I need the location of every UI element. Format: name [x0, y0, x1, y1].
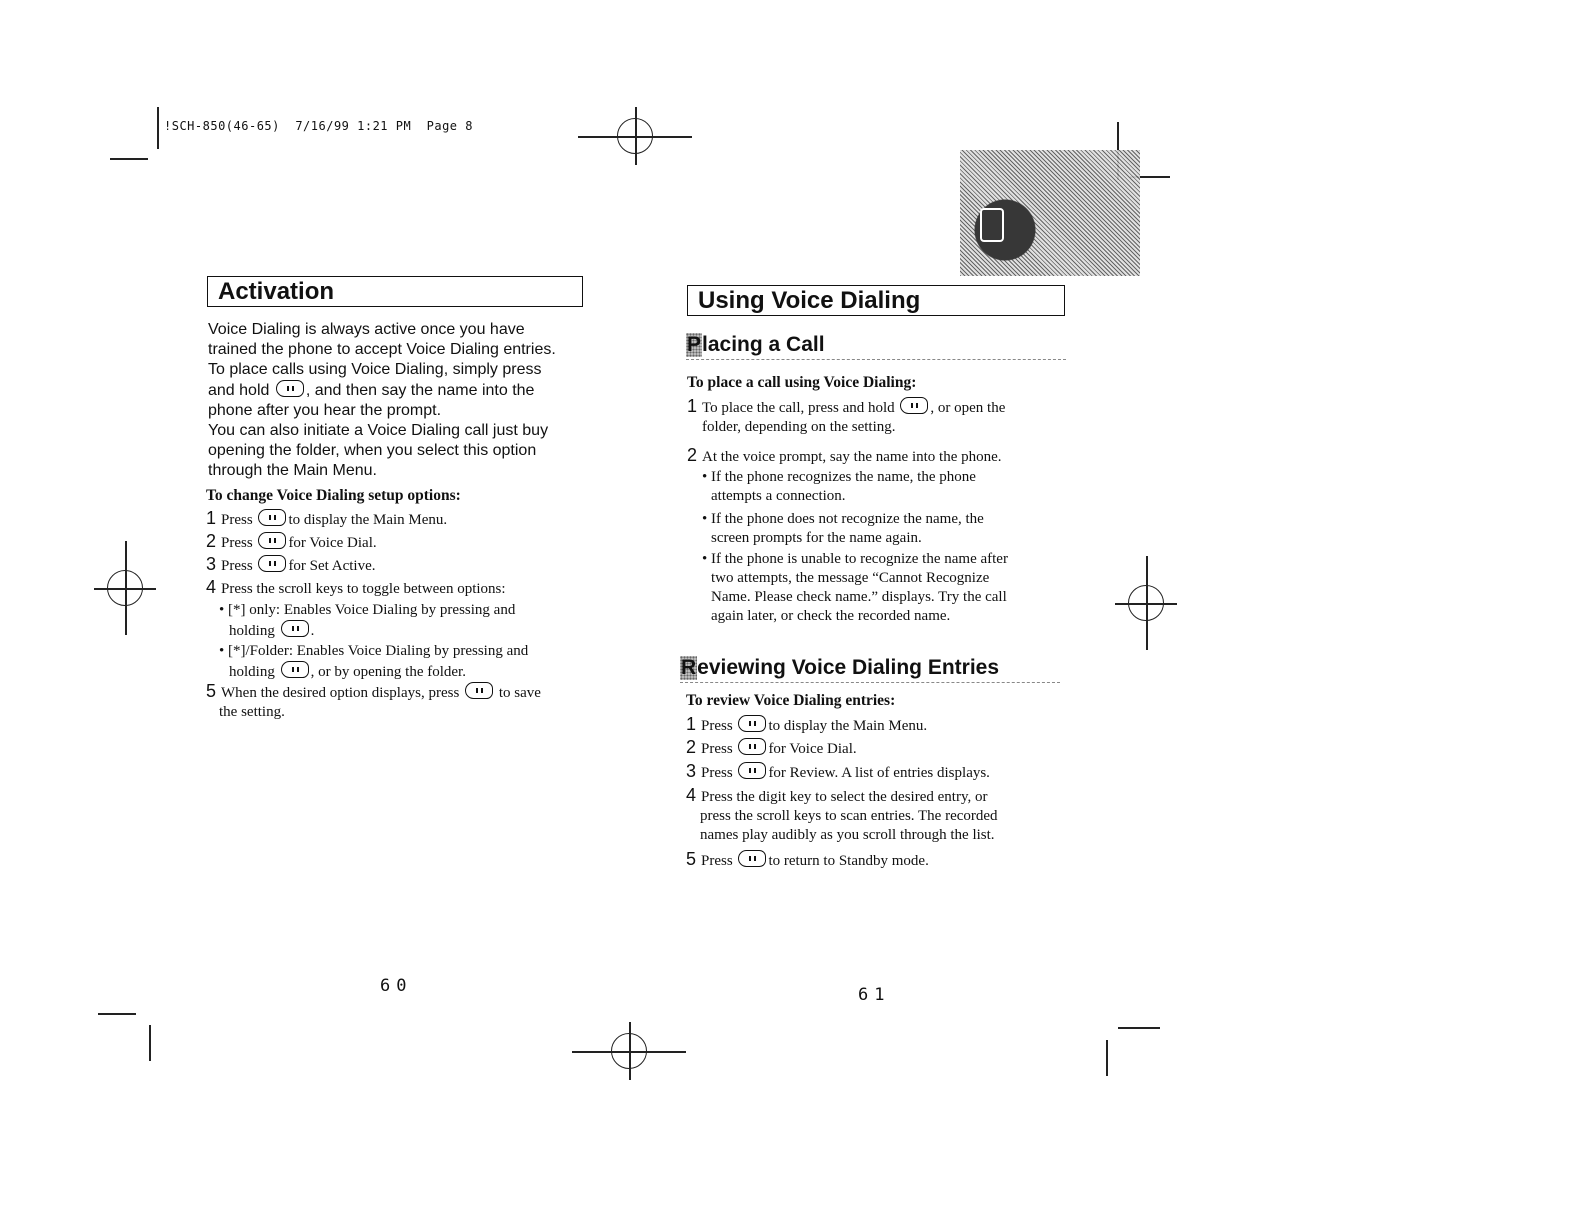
crop-mark	[149, 1025, 151, 1061]
four-key-icon	[258, 555, 286, 572]
placing-bullet: • If the phone does not recognize the name, the screen prompts for the name again.	[702, 511, 984, 546]
registration-mark-icon	[617, 118, 653, 154]
option-bullet: • [*]/Folder: Enables Voice Dialing by pressing and holding , or by opening the folder.	[219, 643, 529, 680]
section-title-activation: Activation	[207, 276, 583, 307]
intro-line: trained the phone to accept Voice Dialing entries.	[208, 341, 556, 358]
talk-key-icon	[281, 661, 309, 678]
option-bullet: • [*] only: Enables Voice Dialing by pressing and holding .	[219, 602, 516, 639]
menu-key-icon	[738, 715, 766, 732]
intro-line: opening the folder, when you select this option	[208, 442, 537, 459]
intro-line: and hold , and then say the name into the	[208, 382, 535, 399]
setup-step-4: 4 Press the scroll keys to toggle between options:	[206, 577, 506, 597]
setup-step-5: 5 When the desired option displays, press to save the setting.	[206, 681, 541, 720]
reviewing-step-2: 2 Press for Voice Dial.	[686, 737, 857, 757]
setup-step-2: 2 Press for Voice Dial.	[206, 531, 377, 551]
reviewing-step-1: 1 Press to display the Main Menu.	[686, 714, 928, 734]
reviewing-subheading: To review Voice Dialing entries:	[686, 692, 896, 709]
three-key-icon	[738, 762, 766, 779]
intro-line: phone after you hear the prompt.	[208, 402, 442, 419]
reviewing-step-5: 5 Press to return to Standby mode.	[686, 849, 929, 869]
print-slug: !SCH-850(46-65) 7/16/99 1:21 PM Page 8	[164, 119, 473, 133]
intro-paragraph	[208, 320, 588, 481]
setup-heading: To change Voice Dialing setup options:	[206, 487, 461, 504]
placing-subheading: To place a call using Voice Dialing:	[687, 374, 917, 391]
placing-bullet: • If the phone recognizes the name, the phone attempts a connection.	[702, 469, 976, 504]
talk-key-icon	[276, 380, 304, 397]
ok-key-icon	[465, 682, 493, 699]
subsection-placing-a-call: Placing a Call	[686, 333, 1066, 360]
subsection-reviewing-entries: Reviewing Voice Dialing Entries	[680, 656, 1060, 683]
intro-line: through the Main Menu.	[208, 462, 377, 479]
setup-step-1: 1 Press to display the Main Menu.	[206, 508, 448, 528]
page-number-left: 60	[380, 976, 413, 996]
end-key-icon	[738, 850, 766, 867]
placing-step-2: 2 At the voice prompt, say the name into the phone.	[687, 445, 1002, 465]
voice-dial-phone-icon	[960, 150, 1140, 276]
reviewing-step-3: 3 Press for Review. A list of entries displays.	[686, 761, 990, 781]
placing-bullet: • If the phone is unable to recognize the name after two attempts, the message “Cannot Recognize Name. Please check name.” displays. Try the call again later, or check the recorded name.	[702, 551, 1008, 624]
registration-mark-icon	[107, 570, 143, 606]
talk-key-icon	[281, 620, 309, 637]
crop-mark	[110, 158, 148, 160]
setup-step-3: 3 Press for Set Active.	[206, 554, 376, 574]
crop-mark	[157, 107, 159, 149]
menu-key-icon	[258, 509, 286, 526]
crop-mark	[98, 1013, 136, 1015]
crop-mark	[1118, 1027, 1160, 1029]
one-key-icon	[258, 532, 286, 549]
section-title-using-voice-dialing: Using Voice Dialing	[687, 285, 1065, 316]
page-number-right: 61	[858, 985, 891, 1005]
registration-mark-icon	[611, 1033, 647, 1069]
intro-line: To place calls using Voice Dialing, simply press	[208, 361, 542, 378]
one-key-icon	[738, 738, 766, 755]
intro-line: Voice Dialing is always active once you have	[208, 321, 525, 338]
placing-step-1: 1 To place the call, press and hold , or open the folder, depending on the setting.	[687, 396, 1006, 435]
intro-line: You can also initiate a Voice Dialing call just buy	[208, 422, 549, 439]
talk-key-icon	[900, 397, 928, 414]
registration-mark-icon	[1128, 585, 1164, 621]
crop-mark	[1106, 1040, 1108, 1076]
reviewing-step-4: 4 Press the digit key to select the desired entry, or press the scroll keys to scan entries. The recorded names play audibly as you scroll through the list.	[686, 785, 998, 843]
